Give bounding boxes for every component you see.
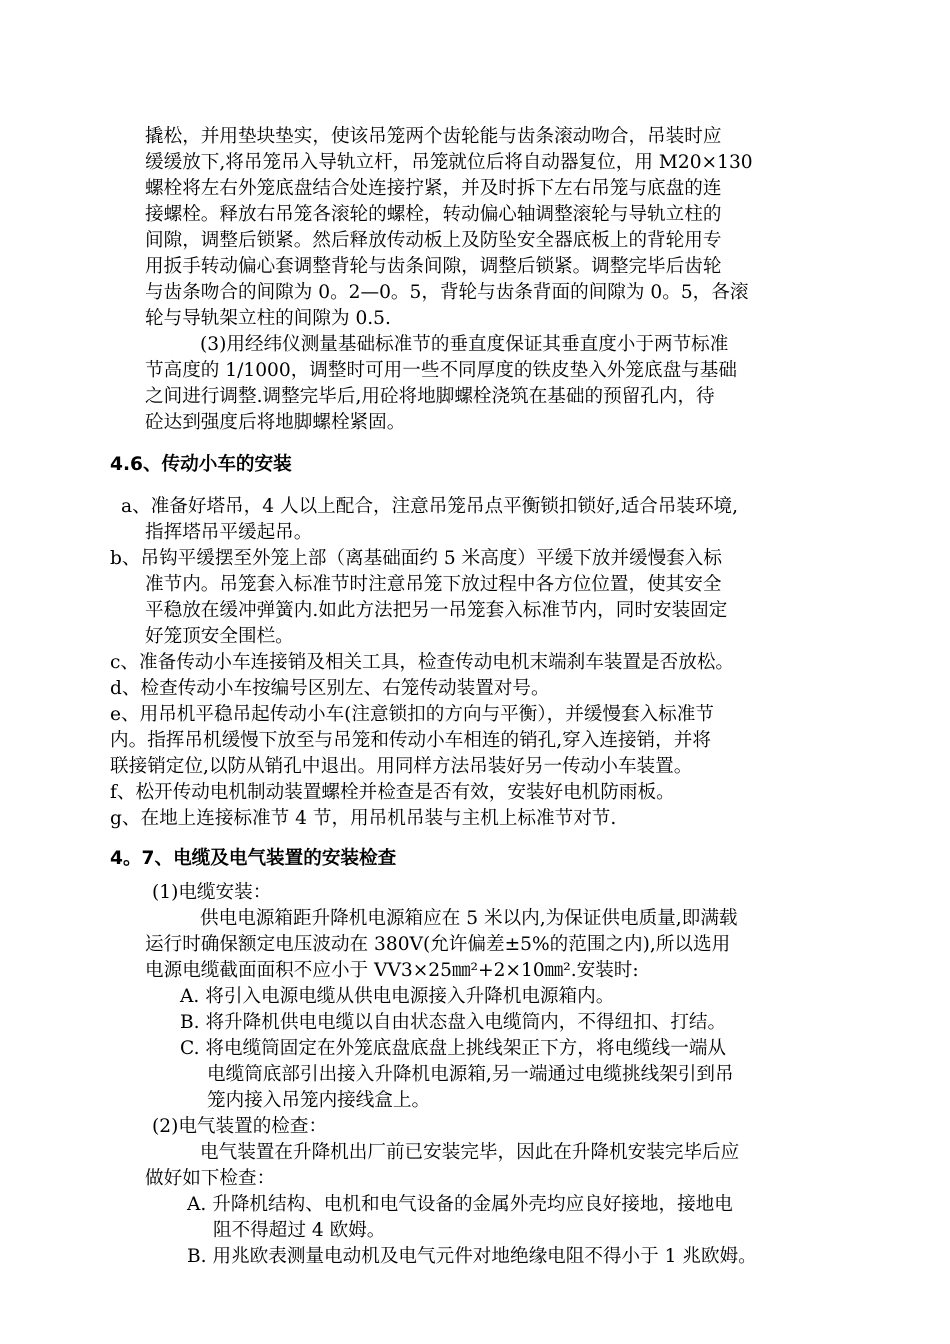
text-line: 运行时确保额定电压波动在 380V(允许偏差±5%的范围之内),所以选用 [145,934,731,955]
text-line: 电气装置在升降机出厂前已安装完毕，因此在升降机安装完毕后应 [200,1142,740,1163]
text-line: 供电电源箱距升降机电源箱应在 5 米以内,为保证供电质量,即满载 [200,908,738,929]
text-line: 缓缓放下,将吊笼吊入导轨立杆，吊笼就位后将自动器复位，用 M20×130 [145,152,753,173]
list-item: f、松开传动电机制动装置螺栓并检查是否有效，安装好电机防雨板。 [110,782,675,803]
list-item: b、吊钩平缓摆至外笼上部（离基础面约 5 米高度）平缓下放并缓慢套入标 [110,548,722,569]
text-line: 间隙，调整后锁紧。然后释放传动板上及防坠安全器底板上的背轮用专 [145,230,722,251]
text-line: 螺栓将左右外笼底盘结合处连接拧紧，并及时拆下左右吊笼与底盘的连 [145,178,722,199]
text-line: (3)用经纬仪测量基础标准节的垂直度保证其垂直度小于两节标准 [200,334,729,355]
list-item: A. 将引入电源电缆从供电电源接入升降机电源箱内。 [180,986,615,1007]
list-item: 联接销定位,以防从销孔中退出。用同样方法吊装好另一传动小车装置。 [110,756,693,777]
text-line: 做好如下检查： [145,1168,276,1189]
text-line: 轮与导轨架立柱的间隙为 0.5. [145,308,391,329]
text-line: 用扳手转动偏心套调整背轮与齿条间隙，调整后锁紧。调整完毕后齿轮 [145,256,722,277]
list-item: 阻不得超过 4 欧姆。 [213,1220,386,1241]
list-item: a、准备好塔吊，4 人以上配合，注意吊笼吊点平衡锁扣锁好,适合吊装环境, [121,496,739,517]
list-item: e、用吊机平稳吊起传动小车(注意锁扣的方向与平衡），并缓慢套入标准节 [110,704,714,725]
list-item: 内。指挥吊机缓慢下放至与吊笼和传动小车相连的销孔,穿入连接销，并将 [110,730,711,751]
list-item: C. 将电缆筒固定在外笼底盘底盘上挑线架正下方，将电缆线一端从 [180,1038,727,1059]
list-item: 电缆筒底部引出接入升降机电源箱,另一端通过电缆挑线架引到吊 [207,1064,734,1085]
text-line: 撬松，并用垫块垫实，使该吊笼两个齿轮能与齿条滚动吻合，吊装时应 [145,126,722,147]
list-item: c、准备传动小车连接销及相关工具，检查传动电机末端刹车装置是否放松。 [110,652,735,673]
list-item: g、在地上连接标准节 4 节，用吊机吊装与主机上标准节对节. [110,808,617,829]
list-item: 好笼顶安全围栏。 [145,626,294,647]
text-line: 之间进行调整.调整完毕后,用砼将地脚螺栓浇筑在基础的预留孔内，待 [145,386,715,407]
text-line: 与齿条吻合的间隙为 0。2—0。5，背轮与齿条背面的间隙为 0。5，各滚 [145,282,749,303]
list-item: A. 升降机结构、电机和电气设备的金属外壳均应良好接地，接地电 [187,1194,733,1215]
text-line: 节高度的 1/1000，调整时可用一些不同厚度的铁皮垫入外笼底盘与基础 [145,360,737,381]
text-line: 接螺栓。释放右吊笼各滚轮的螺栓，转动偏心轴调整滚轮与导轨立柱的 [145,204,722,225]
text-line: (1)电缆安装： [152,882,272,903]
text-line: 电源电缆截面面积不应小于 VV3×25㎜²+2×10㎜².安装时: [145,960,639,981]
text-line: (2)电气装置的检查： [152,1116,328,1137]
list-item: B. 将升降机供电电缆以自由状态盘入电缆筒内，不得纽扣、打结。 [180,1012,727,1033]
list-item: 平稳放在缓冲弹簧内.如此方法把另一吊笼套入标准节内，同时安装固定 [145,600,728,621]
section-heading: 4。7、电缆及电气装置的安装检查 [110,848,397,869]
list-item: B. 用兆欧表测量电动机及电气元件对地绝缘电阻不得小于 1 兆欧姆。 [187,1246,757,1267]
list-item: 指挥塔吊平缓起吊。 [145,522,313,543]
section-heading: 4.6、传动小车的安装 [110,454,292,475]
text-line: 砼达到强度后将地脚螺栓紧固。 [145,412,406,433]
list-item: 准节内。吊笼套入标准节时注意吊笼下放过程中各方位位置，使其安全 [145,574,722,595]
list-item: d、检查传动小车按编号区别左、右笼传动装置对号。 [110,678,550,699]
list-item: 笼内接入吊笼内接线盒上。 [207,1090,431,1111]
